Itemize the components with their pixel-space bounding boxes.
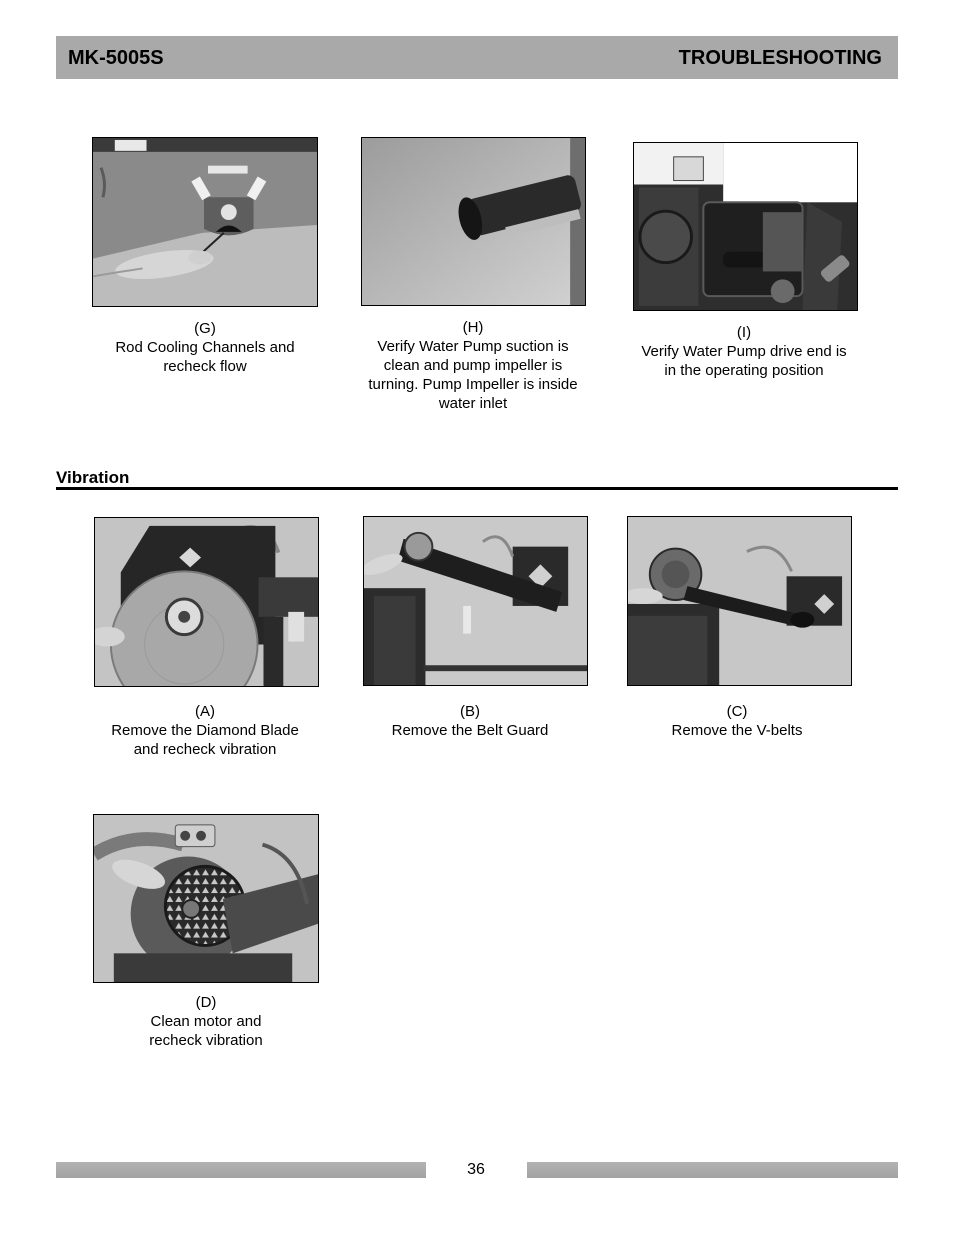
section-heading-vibration: Vibration xyxy=(56,468,130,487)
caption-i-label: (I) xyxy=(736,324,752,341)
caption-c-label: (C) xyxy=(726,703,748,720)
caption-a-label: (A) xyxy=(195,703,215,720)
photo-g-rod-cooling-channels xyxy=(92,137,318,307)
photo-b-belt-guard xyxy=(363,516,588,686)
photo-i-water-pump-drive-end xyxy=(633,142,858,311)
caption-h-line: turning. Pump Impeller is inside xyxy=(368,376,578,393)
caption-d-label: (D) xyxy=(195,994,217,1011)
photo-d-clean-motor xyxy=(93,814,319,983)
caption-g-line: Rod Cooling Channels and xyxy=(115,339,295,356)
caption-i-line: Verify Water Pump drive end is xyxy=(641,343,847,360)
caption-d-line: Clean motor and xyxy=(150,1013,262,1030)
caption-a-line: Remove the Diamond Blade xyxy=(111,722,299,739)
caption-b-line: Remove the Belt Guard xyxy=(391,722,549,739)
header-bar xyxy=(56,36,898,79)
caption-g-label: (G) xyxy=(194,320,216,337)
caption-b-label: (B) xyxy=(460,703,480,720)
caption-i-line: in the operating position xyxy=(664,362,824,379)
caption-h-line: clean and pump impeller is xyxy=(383,357,563,374)
photo-h-water-pump-suction xyxy=(361,137,586,306)
caption-g-line: recheck flow xyxy=(163,358,247,375)
caption-d-line: recheck vibration xyxy=(149,1032,263,1049)
photo-a-diamond-blade xyxy=(94,517,319,687)
caption-i xyxy=(624,323,864,380)
section-divider xyxy=(56,487,898,490)
footer-bar-right xyxy=(527,1162,898,1178)
footer-bar-left xyxy=(56,1162,426,1178)
page-number: 36 xyxy=(467,1161,485,1178)
caption-c xyxy=(617,702,857,740)
caption-d xyxy=(86,993,326,1050)
model-title: MK-5005S xyxy=(68,47,164,69)
caption-h-label: (H) xyxy=(462,319,484,336)
caption-b xyxy=(350,702,590,740)
caption-a-line: and recheck vibration xyxy=(133,741,277,758)
caption-h xyxy=(353,318,593,413)
caption-h-line: Verify Water Pump suction is xyxy=(377,338,569,355)
photo-c-v-belts xyxy=(627,516,852,686)
caption-h-line: water inlet xyxy=(438,395,508,412)
caption-a xyxy=(85,702,325,759)
section-title-troubleshooting: TROUBLESHOOTING xyxy=(678,47,882,69)
caption-c-line: Remove the V-belts xyxy=(671,722,803,739)
caption-g xyxy=(85,319,325,376)
